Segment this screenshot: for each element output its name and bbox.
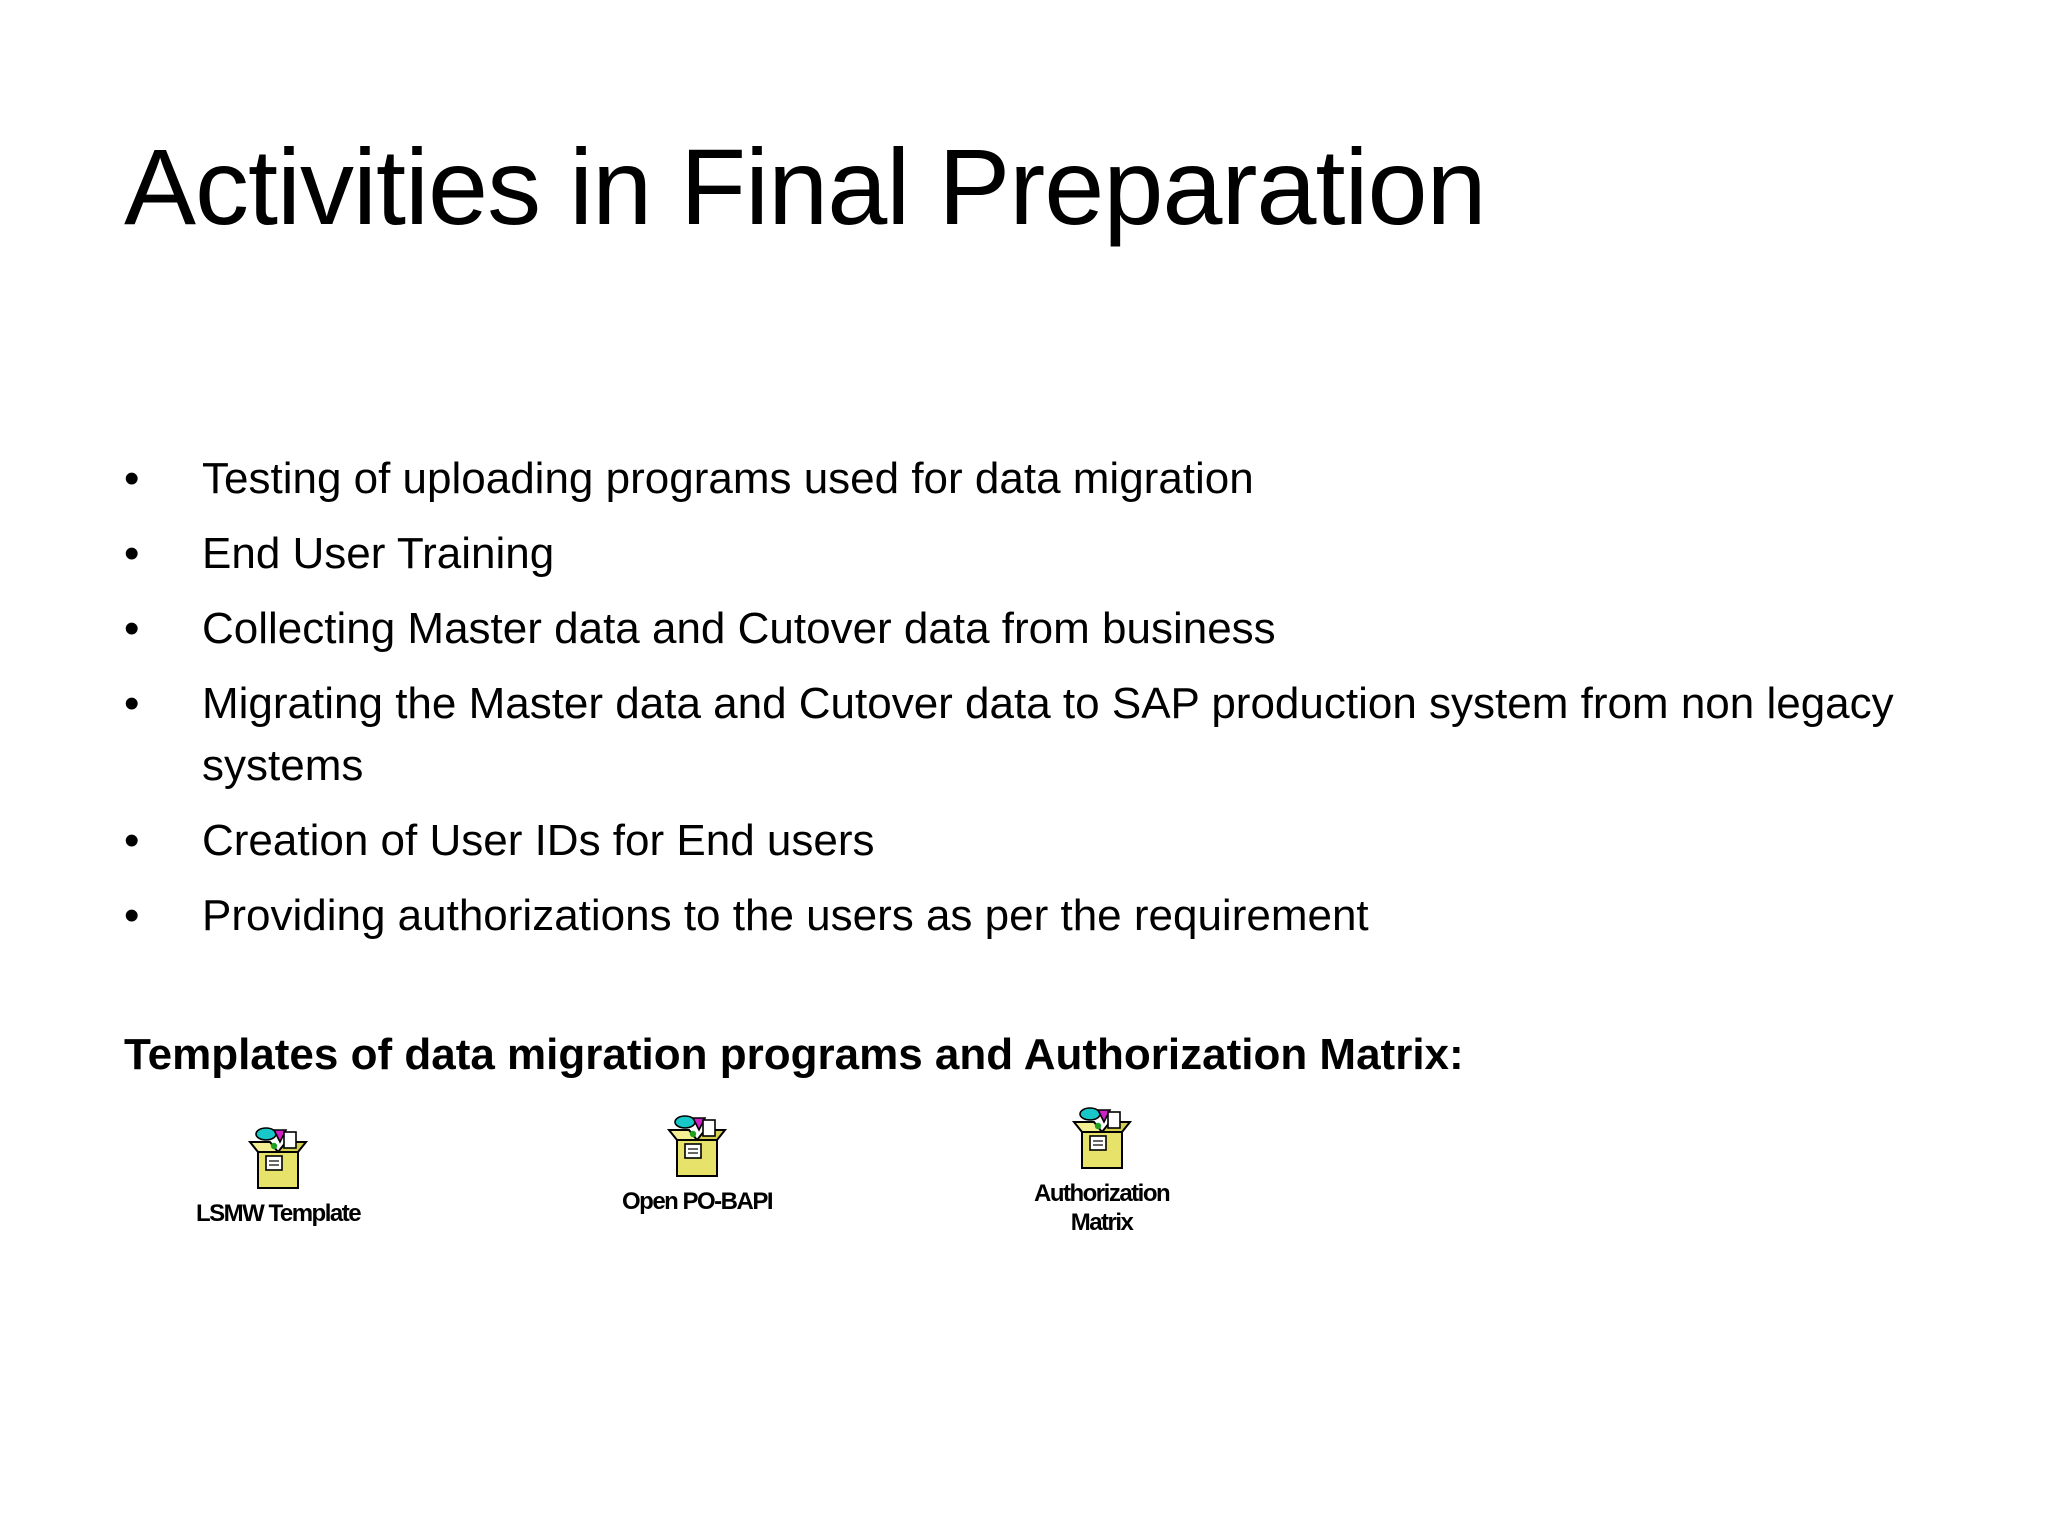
list-item	[124, 810, 1924, 872]
attachment-label: Authorization	[1034, 1180, 1170, 1207]
package-icon	[661, 1112, 733, 1184]
bullet-text: Testing of uploading programs used for data migration	[202, 454, 1254, 503]
bullet-icon: •	[124, 454, 140, 503]
list-item	[124, 885, 1924, 947]
lsmw-template-attachment[interactable]	[196, 1124, 360, 1229]
bullet-text: End User Training	[202, 529, 555, 578]
bullet-text: Providing authorizations to the users as per the requirement	[202, 891, 1369, 940]
slide-title: Activities in Final Preparation	[124, 126, 1486, 247]
bullet-icon: •	[124, 816, 140, 865]
list-item	[124, 673, 1924, 797]
bullet-icon: •	[124, 679, 140, 728]
bullet-text: Collecting Master data and Cutover data from business	[202, 604, 1276, 653]
bullet-list	[124, 448, 1924, 960]
bullet-icon: •	[124, 604, 140, 653]
authorization-matrix-attachment[interactable]	[1034, 1104, 1169, 1238]
templates-heading: Templates of data migration programs and Authorization Matrix:	[124, 1030, 1464, 1079]
bullet-icon: •	[124, 529, 140, 578]
package-icon	[242, 1124, 314, 1196]
list-item	[124, 448, 1924, 510]
list-item	[124, 598, 1924, 660]
attachment-label: Matrix	[1070, 1208, 1133, 1236]
package-icon	[1066, 1104, 1138, 1176]
open-po-bapi-attachment[interactable]	[622, 1112, 772, 1217]
bullet-icon: •	[124, 891, 140, 940]
attachment-label: LSMW Template	[196, 1200, 361, 1227]
list-item	[124, 523, 1924, 585]
bullet-text: Migrating the Master data and Cutover data to SAP production system from non legacy systems	[202, 679, 1894, 790]
bullet-text: Creation of User IDs for End users	[202, 816, 875, 865]
attachment-label-stack	[1034, 1176, 1169, 1238]
attachment-label: Open PO-BAPI	[622, 1188, 773, 1215]
